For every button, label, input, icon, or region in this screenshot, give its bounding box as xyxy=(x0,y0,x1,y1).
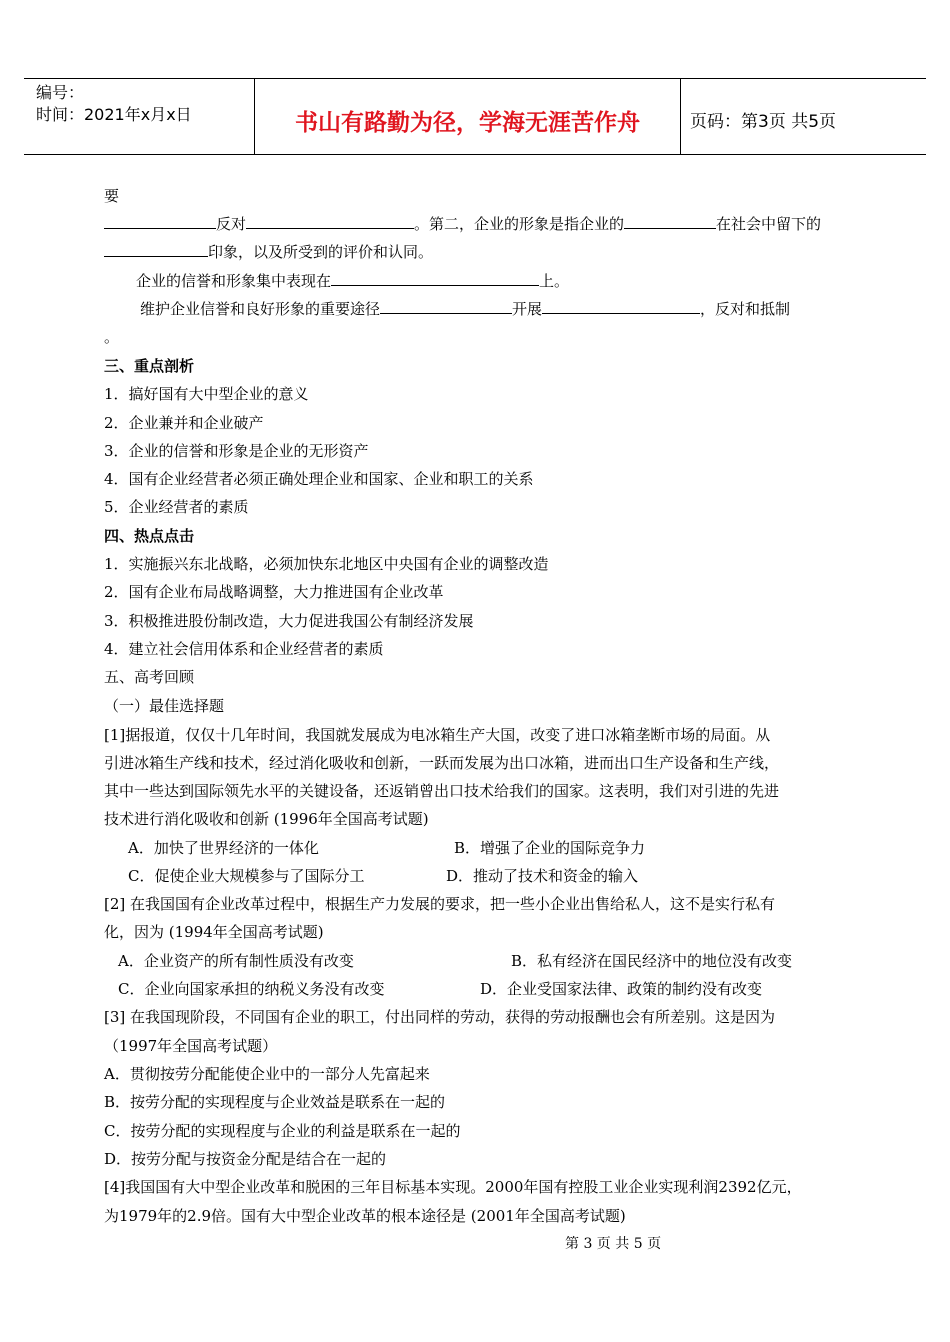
line-5-text-c: ，反对和抵制 xyxy=(700,300,791,318)
section-4-item: 3．积极推进股份制改造，大力促进我国公有制经济发展 xyxy=(104,612,474,630)
question-2-option-c: C．企业向国家承担的纳税义务没有改变 xyxy=(118,980,385,998)
page-footer: 第 3 页 共 5 页 xyxy=(565,1236,662,1252)
section-5-title: 五、高考回顾 xyxy=(104,668,195,686)
question-1-line: [1]据报道，仅仅十几年时间，我国就发展成为电冰箱生产大国，改变了进口冰箱垄断市场的局面。从 xyxy=(104,726,771,744)
question-4-line: 为1979年的2.9倍。国有大中型企业改革的根本途径是 (2001年全国高考试题) xyxy=(104,1207,626,1225)
line-2-text-b: 。第二，企业的形象是指企业的 xyxy=(414,215,625,233)
header-meta xyxy=(36,82,192,126)
fill-blank[interactable] xyxy=(331,271,539,286)
header-divider-right xyxy=(680,78,681,155)
header-number-label: 编号： xyxy=(36,83,85,102)
line-5-text-a: 维护企业信誉和良好形象的重要途径 xyxy=(140,300,381,318)
line-2-text-c: 在社会中留下的 xyxy=(716,215,822,233)
question-4-line: [4]我国国有大中型企业改革和脱困的三年目标基本实现。2000年国有控股工业企业实现利润2392亿元， xyxy=(104,1178,802,1196)
line-2-text-a: 反对 xyxy=(216,215,247,233)
section-3-title: 三、重点剖析 xyxy=(104,357,195,375)
section-4-item: 2．国有企业布局战略调整，大力推进国有企业改革 xyxy=(104,583,444,601)
header-bottom-rule xyxy=(24,154,926,155)
header-time-label: 时间：2021年x月x日 xyxy=(36,105,192,124)
section-4-title: 四、热点点击 xyxy=(104,527,195,545)
section-3-item: 1．搞好国有大中型企业的意义 xyxy=(104,385,309,403)
question-2-line: 化，因为 (1994年全国高考试题) xyxy=(104,923,324,941)
fill-blank[interactable] xyxy=(380,299,512,314)
section-4-item: 4．建立社会信用体系和企业经营者的素质 xyxy=(104,640,384,658)
section-3-item: 5．企业经营者的素质 xyxy=(104,498,249,516)
fill-blank[interactable] xyxy=(624,214,716,229)
section-3-item: 3．企业的信誉和形象是企业的无形资产 xyxy=(104,442,369,460)
question-2-option-b: B．私有经济在国民经济中的地位没有改变 xyxy=(511,952,793,970)
line-1: 要 xyxy=(104,187,120,205)
page-header xyxy=(24,78,926,156)
question-1-option-d: D．推动了技术和资金的输入 xyxy=(446,867,639,885)
line-2 xyxy=(104,214,821,234)
header-page-info: 页码：第3页 共5页 xyxy=(690,112,837,132)
question-1-option-a: A．加快了世界经济的一体化 xyxy=(128,839,319,857)
question-3-option: A．贯彻按劳分配能使企业中的一部分人先富起来 xyxy=(104,1065,430,1083)
line-3-text: 印象，以及所受到的评价和认同。 xyxy=(208,243,434,261)
question-1-option-b: B．增强了企业的国际竞争力 xyxy=(454,839,646,857)
section-4-item: 1．实施振兴东北战略，必须加快东北地区中央国有企业的调整改造 xyxy=(104,555,549,573)
fill-blank[interactable] xyxy=(104,242,208,257)
line-4-text-a: 企业的信誉和形象集中表现在 xyxy=(136,272,332,290)
header-top-rule xyxy=(24,78,926,79)
line-5-text-b: 开展 xyxy=(512,300,543,318)
line-4-text-b: 上。 xyxy=(539,272,570,290)
question-1-line: 技术进行消化吸收和创新 (1996年全国高考试题) xyxy=(104,810,429,828)
section-3-item: 4．国有企业经营者必须正确处理企业和国家、企业和职工的关系 xyxy=(104,470,534,488)
question-2-line: [2] 在我国国有企业改革过程中，根据生产力发展的要求，把一些小企业出售给私人，这不是实行私有 xyxy=(104,895,776,913)
question-3-option: B．按劳分配的实现程度与企业效益是联系在一起的 xyxy=(104,1093,446,1111)
question-1-line: 其中一些达到国际领先水平的关键设备，还返销曾出口技术给我们的国家。这表明，我们对引进的先进 xyxy=(104,782,780,800)
fill-blank[interactable] xyxy=(246,214,414,229)
line-4 xyxy=(136,271,569,291)
question-3-option: D．按劳分配与按资金分配是结合在一起的 xyxy=(104,1150,387,1168)
section-3-item: 2．企业兼并和企业破产 xyxy=(104,414,264,432)
question-1-option-c: C．促使企业大规模参与了国际分工 xyxy=(128,867,365,885)
question-3-line: （1997年全国高考试题） xyxy=(104,1037,278,1055)
line-3 xyxy=(104,242,433,262)
line-5 xyxy=(140,299,790,319)
question-2-option-d: D．企业受国家法律、政策的制约没有改变 xyxy=(480,980,763,998)
question-2-option-a: A．企业资产的所有制性质没有改变 xyxy=(118,952,354,970)
fill-blank[interactable] xyxy=(542,299,700,314)
question-3-option: C．按劳分配的实现程度与企业的利益是联系在一起的 xyxy=(104,1122,461,1140)
question-1-line: 引进冰箱生产线和技术，经过消化吸收和创新，一跃而发展为出口冰箱，进而出口生产设备和生产线， xyxy=(104,754,780,772)
question-3-line: [3] 在我国现阶段，不同国有企业的职工，付出同样的劳动，获得的劳动报酬也会有所差别。这是因为 xyxy=(104,1008,776,1026)
header-motto: 书山有路勤为径，学海无涯苦作舟 xyxy=(295,110,640,136)
fill-blank[interactable] xyxy=(104,214,216,229)
subsection-title: （一）最佳选择题 xyxy=(104,697,225,715)
line-6: 。 xyxy=(104,328,120,346)
